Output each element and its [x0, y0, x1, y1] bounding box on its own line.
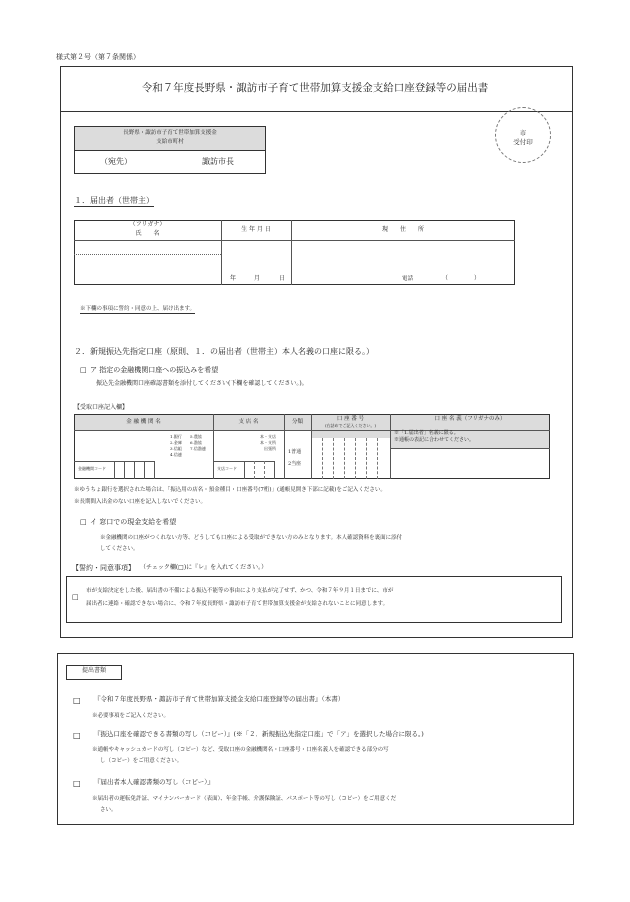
- documents-heading: 提出書類: [81, 667, 106, 674]
- bank-type-1: 1.銀行: [170, 434, 182, 439]
- doc1-note: ※必要事項をご記入ください。: [92, 713, 170, 719]
- doc3-title: 『届出者本人確認書類の写し（コピー）』: [94, 778, 214, 786]
- bank-code-field[interactable]: [115, 462, 154, 478]
- pledge-text-2: 届出者に連絡・確認できない場合に、令和７年度長野県・諏訪市子育て世帯加算支援金が支給されないことに同意します。: [86, 601, 389, 607]
- option-a-note: 振込先金融機関口座確認書類を添付してください(下欄を確認してください。)。: [96, 380, 308, 387]
- section1-heading: １．届出者（世帯主）: [74, 196, 154, 205]
- address-field[interactable]: [292, 241, 514, 284]
- option-i-note-1: ※金融機関の口座がつくれない方等、どうしても口座による受取ができない方のみとなります。本人確認資料を裏面に添付: [100, 535, 403, 541]
- recipient-mayor: 諏訪市長: [202, 157, 234, 166]
- recipient-atesaki: （宛先）: [100, 157, 132, 166]
- name-label: 氏 名: [135, 230, 160, 237]
- phone-label: 電話: [402, 276, 414, 282]
- pledge-checkbox[interactable]: □: [72, 593, 79, 601]
- col-account-holder: 口 座 名 義（フリガナのみ）: [434, 416, 506, 422]
- address-label: 現 住 所: [381, 226, 424, 233]
- account-type-1: 1普通: [288, 449, 302, 455]
- bank-type-6: 6.漁協: [190, 440, 202, 445]
- bank-type-4: 4.信連: [170, 452, 182, 457]
- furigana-field[interactable]: [75, 241, 221, 254]
- phone-paren-open: （: [442, 275, 449, 282]
- doc3-note-2: さい。: [100, 807, 117, 813]
- birth-day-label: 日: [279, 275, 286, 282]
- recipient-org-line2: 支給市町村: [156, 139, 184, 145]
- branch-type-1: 本・支店: [260, 434, 276, 439]
- branch-code-label: 支店コード: [217, 466, 237, 471]
- branch-type-3: 出張所: [264, 446, 276, 451]
- phone-paren-close: ）: [474, 275, 481, 282]
- furigana-label: （フリガナ）: [129, 221, 166, 228]
- option-i-label: イ 窓口での現金支給を希望: [90, 518, 177, 526]
- option-i-note-2: してください。: [100, 546, 139, 552]
- option-a-checkbox[interactable]: □: [80, 366, 87, 374]
- option-i-checkbox[interactable]: □: [80, 518, 87, 526]
- doc2-note-1: ※通帳やキャッシュカードの写し（コピー）など、受取口座の金融機関名・口座番号・口座名義人を確認できる部分の写: [92, 747, 389, 753]
- option-a-label: ア 指定の金融機関口座への振込みを希望: [90, 366, 219, 374]
- col-account-number-note: (右詰めでご記入ください。): [324, 423, 377, 428]
- holder-note-2: ※通帳の表記に合わせてください。: [394, 437, 475, 443]
- account-number-field[interactable]: [312, 439, 390, 478]
- yucho-note: ※ゆうちょ銀行を選択された場合は、「振込用の店名・預金種目・口座番号(7桁)」(通帳見開き下部に記載)をご記入ください。: [74, 487, 386, 493]
- section2-heading: ２．新規振込先指定口座（原則、１．の届出者（世帯主）本人名義の口座に限る。）: [74, 347, 374, 356]
- doc1-title: 『令和７年度長野県・諏訪市子育て世帯加算支援金支給口座登録等の届出書』（本書）: [94, 695, 345, 703]
- branch-code-field[interactable]: [245, 462, 274, 478]
- account-table-label: 【受取口座記入欄】: [74, 404, 129, 411]
- bank-type-7: 7.信漁連: [190, 446, 206, 451]
- doc2-checkbox[interactable]: □: [73, 731, 81, 740]
- deposit-note: ※長期間入出金のない口座を記入しないでください。: [74, 499, 207, 505]
- stamp-label-reception: 受付印: [513, 138, 533, 146]
- doc2-note-2: し（コピー）をご用意ください。: [100, 758, 183, 764]
- recipient-org-line1: 長野県・諏訪市子育て世帯加算支援金: [123, 130, 217, 136]
- col-account-number: 口 座 番 号: [336, 416, 365, 422]
- col-branch-name: 支 店 名: [238, 419, 259, 425]
- doc1-checkbox[interactable]: □: [73, 696, 81, 705]
- birth-month-label: 月: [254, 275, 261, 282]
- branch-type-2: 本・支所: [260, 440, 276, 445]
- bank-name-field[interactable]: [75, 431, 165, 460]
- bank-type-5: 5.農協: [190, 434, 202, 439]
- pledge-text-1: 市が支給決定をした後、届出書の不備による振込不能等の事由により支払が完了せず、かつ、令和７年９月１日までに、市が: [86, 588, 394, 594]
- col-account-type: 分類: [291, 419, 303, 425]
- bank-code-label: 金融機関コード: [78, 466, 106, 471]
- account-type-2: 2当座: [288, 461, 302, 467]
- pledge-check-note: （チェック欄(□)に『レ』を入れてください。）: [140, 564, 268, 571]
- pledge-box: [66, 576, 562, 623]
- form-number: 様式第２号（第７条関係）: [56, 53, 140, 61]
- holder-note-1: ※「1.届出者」名義に限る。: [394, 430, 459, 436]
- birthdate-label: 生 年 月 日: [241, 226, 271, 233]
- birth-year-label: 年: [230, 275, 237, 282]
- doc2-title: 『振込口座を確認できる書類の写し（コピー）』(※「２．新規振込先指定口座」で「ア」を選択した場合に限る。): [94, 730, 424, 738]
- form-title: 令和７年度長野県・諏訪市子育て世帯加算支援金支給口座登録等の届出書: [141, 82, 489, 94]
- pledge-heading: 【誓約・同意事項】: [72, 564, 135, 572]
- doc3-checkbox[interactable]: □: [73, 779, 81, 788]
- col-bank-name: 金 融 機 関 名: [126, 419, 161, 425]
- bank-type-3: 3.信組: [170, 446, 182, 451]
- birthdate-field[interactable]: [221, 241, 291, 284]
- bank-type-2: 2.金庫: [170, 440, 182, 445]
- section1-note: ※下欄の事項に誓約・同意の上、届け出ます。: [80, 306, 196, 312]
- title-divider: [61, 111, 572, 112]
- name-field[interactable]: [75, 255, 221, 284]
- account-holder-field[interactable]: [391, 449, 549, 478]
- doc3-note-1: ※届出者の運転免許証、マイナンバーカード（表面）、年金手帳、介護保険証、パスポート等の写し（コピー）をご用意くだ: [92, 796, 397, 802]
- stamp-label-city: 市: [519, 129, 527, 137]
- branch-name-field[interactable]: [214, 431, 258, 460]
